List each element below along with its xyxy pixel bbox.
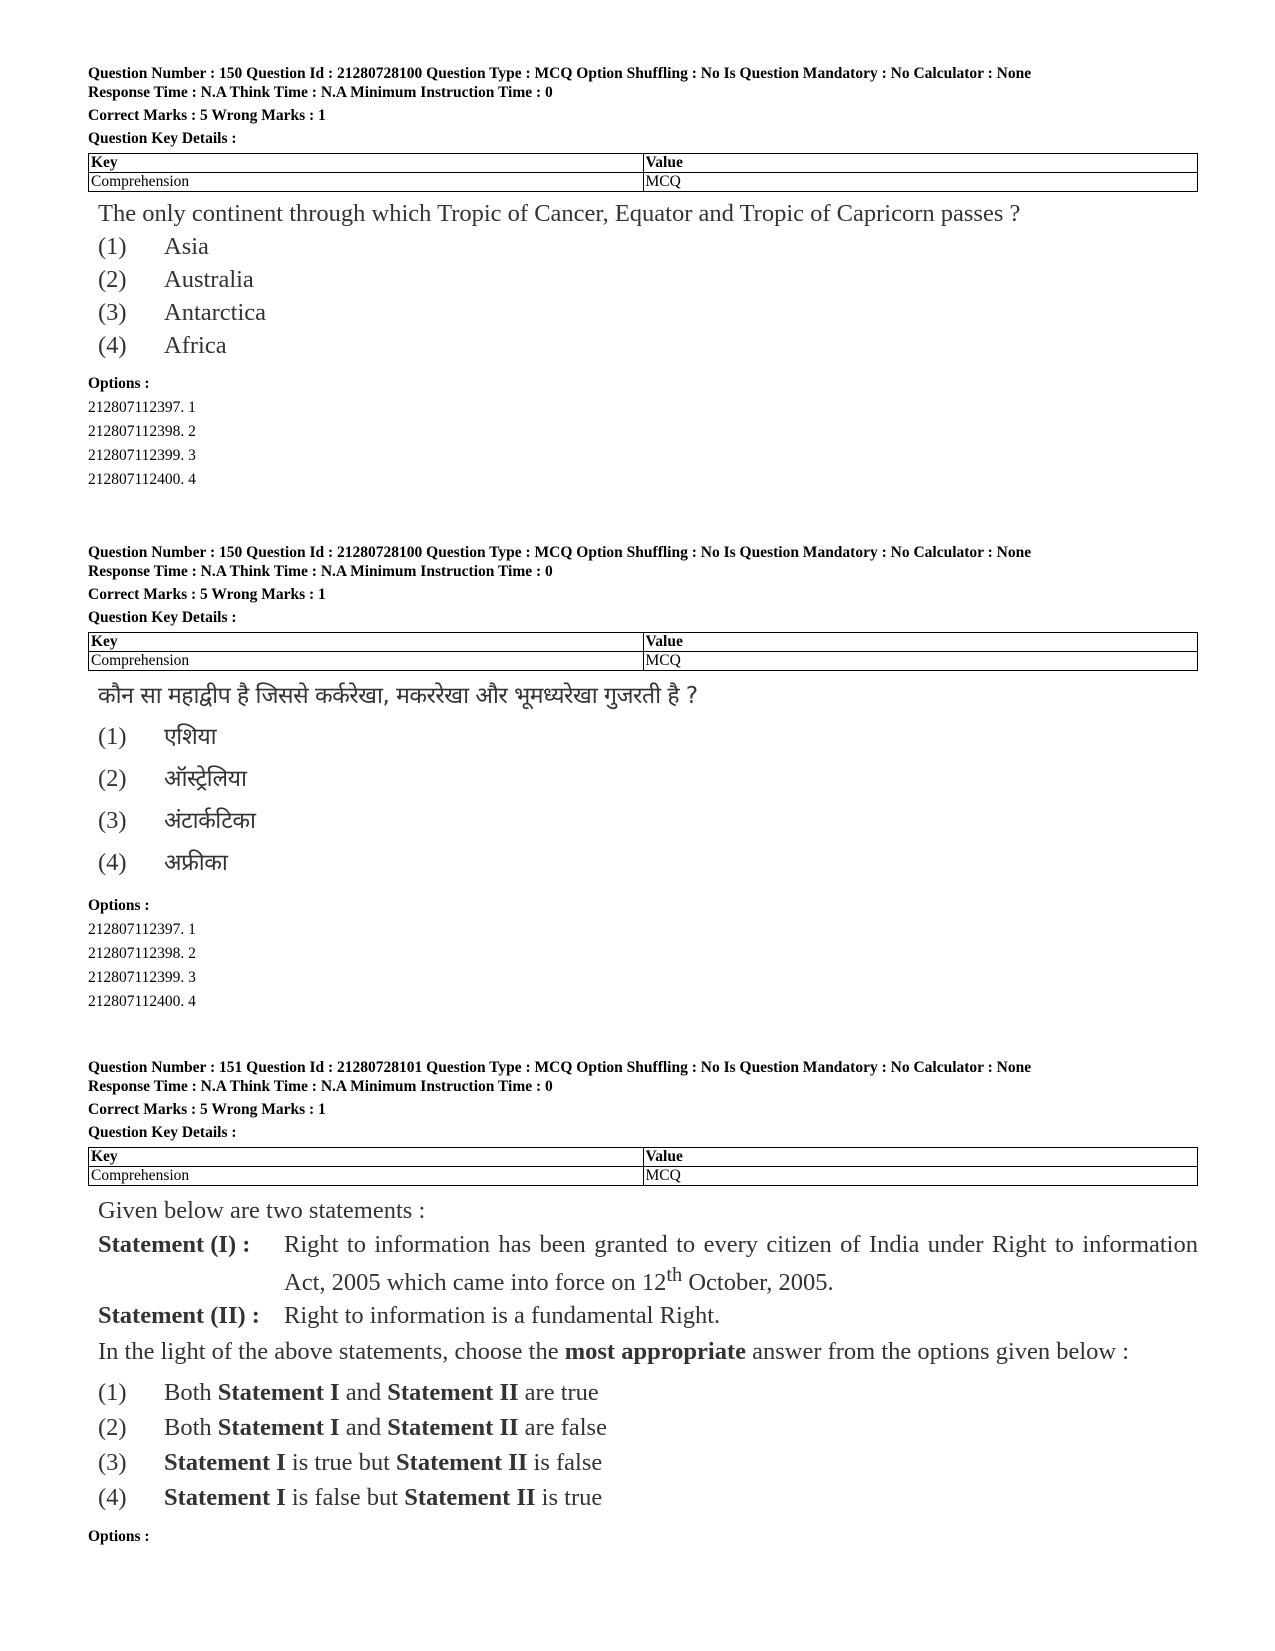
choice-part: Both: [164, 1414, 218, 1442]
key-header: Key: [89, 633, 644, 652]
choice-number: (3): [98, 1449, 127, 1477]
choice-part: and: [339, 1379, 388, 1407]
option-id: 212807112398. 2: [88, 945, 196, 962]
choice-text: [164, 1480, 602, 1515]
instruction-pre: In the light of the above statements, choose the: [98, 1338, 565, 1366]
answer-choice: [98, 1375, 1198, 1410]
instruction-text: [98, 1337, 1198, 1367]
answer-choices: [98, 716, 1198, 884]
choice-part: and: [339, 1414, 388, 1442]
key-details-label: Question Key Details :: [88, 1124, 237, 1141]
choice-text: Asia: [164, 233, 209, 260]
table-row: [89, 173, 1198, 192]
meta-line-2: Response Time : N.A Think Time : N.A Minimum Instruction Time : 0: [88, 84, 553, 101]
choice-number: (1): [98, 1379, 127, 1407]
choice-bold: Statement II: [404, 1484, 536, 1512]
options-label: Options :: [88, 1528, 150, 1546]
choice-text: Antarctica: [164, 299, 267, 326]
choice-number: (3): [98, 299, 127, 326]
option-id: 212807112399. 3: [88, 447, 196, 464]
statement-2: [98, 1300, 1198, 1331]
choice-text: अफ्रीका: [164, 850, 228, 876]
choice-number: (2): [98, 1414, 127, 1442]
option-id-list: [88, 918, 1198, 1014]
option-id-list: [88, 396, 1198, 492]
key-details-table: [88, 153, 1198, 192]
option-id: 212807112400. 4: [88, 471, 196, 488]
question-block-151: [88, 1058, 1198, 1546]
answer-choice: [98, 296, 1198, 329]
value-cell: MCQ: [643, 652, 1198, 671]
table-header-row: [89, 154, 1198, 173]
value-header: Value: [643, 154, 1198, 173]
answer-choice: [98, 1410, 1198, 1445]
key-cell: Comprehension: [89, 1167, 644, 1186]
choice-number: (4): [98, 332, 127, 359]
question-text: The only continent through which Tropic of Cancer, Equator and Tropic of Capricorn passes ?: [98, 200, 1021, 227]
choice-bold: Statement I: [217, 1414, 340, 1442]
choice-number: (4): [98, 1484, 127, 1512]
choice-number: (1): [98, 723, 127, 750]
question-meta: [88, 1058, 1198, 1142]
choice-text: Australia: [164, 266, 254, 293]
value-cell: MCQ: [643, 173, 1198, 192]
marks-line: Correct Marks : 5 Wrong Marks : 1: [88, 586, 326, 603]
meta-line-2: Response Time : N.A Think Time : N.A Minimum Instruction Time : 0: [88, 563, 553, 580]
choice-part: is true but: [285, 1449, 397, 1477]
statement-1-label: Statement (I) :: [98, 1231, 251, 1258]
choice-bold: Statement I: [164, 1484, 286, 1512]
value-cell: MCQ: [643, 1167, 1198, 1186]
statement-1-part2: October, 2005.: [682, 1269, 834, 1297]
choice-bold: Statement II: [387, 1379, 519, 1407]
options-label: Options :: [88, 897, 150, 914]
key-details-label: Question Key Details :: [88, 130, 237, 147]
marks-line: Correct Marks : 5 Wrong Marks : 1: [88, 107, 326, 124]
choice-text: [164, 1410, 607, 1445]
answer-choice: [98, 230, 1198, 263]
answer-choices: [98, 1375, 1198, 1515]
meta-line-2: Response Time : N.A Think Time : N.A Minimum Instruction Time : 0: [88, 1078, 553, 1095]
option-id: 212807112399. 3: [88, 969, 196, 986]
question-block-150-hindi: [88, 543, 1198, 1014]
meta-line-1: Question Number : 150 Question Id : 21280728100 Question Type : MCQ Option Shuffling : No Is Question Mandatory : No Calculator : None: [88, 65, 1032, 82]
choice-bold: Statement I: [217, 1379, 340, 1407]
answer-choice: [98, 263, 1198, 296]
key-details-table: [88, 1147, 1198, 1186]
question-meta: [88, 543, 1198, 627]
choice-part: are true: [518, 1379, 599, 1407]
answer-choice: [98, 1445, 1198, 1480]
statement-1: [98, 1229, 1198, 1298]
key-cell: Comprehension: [89, 173, 644, 192]
key-details-table: [88, 632, 1198, 671]
table-header-row: [89, 633, 1198, 652]
answer-choice: [98, 758, 1198, 800]
option-id: 212807112397. 1: [88, 399, 196, 416]
option-id: 212807112397. 1: [88, 921, 196, 938]
instruction-bold: most appropriate: [564, 1338, 746, 1366]
table-header-row: [89, 1148, 1198, 1167]
option-id: 212807112400. 4: [88, 993, 196, 1010]
choice-text: ऑस्ट्रेलिया: [164, 766, 247, 792]
answer-choices: [98, 230, 1198, 362]
instruction-post: answer from the options given below :: [745, 1338, 1130, 1366]
choice-number: (1): [98, 233, 127, 260]
choice-number: (3): [98, 807, 127, 834]
option-id: 212807112398. 2: [88, 423, 196, 440]
table-row: [89, 652, 1198, 671]
options-label: Options :: [88, 375, 150, 392]
key-header: Key: [89, 1148, 644, 1167]
key-header: Key: [89, 154, 644, 173]
answer-choice: [98, 329, 1198, 362]
meta-line-1: Question Number : 151 Question Id : 21280728101 Question Type : MCQ Option Shuffling : No Is Question Mandatory : No Calculator : None: [88, 1059, 1032, 1076]
choice-part: is false: [527, 1449, 603, 1477]
question-text: कौन सा महाद्वीप है जिससे कर्करेखा, मकररेखा और भूमध्यरेखा गुजरती है ?: [98, 683, 698, 709]
statement-2-label: Statement (II) :: [98, 1302, 260, 1330]
choice-part: Both: [164, 1379, 218, 1407]
question-block-150-english: [88, 64, 1198, 492]
choice-number: (2): [98, 266, 127, 293]
table-row: [89, 1167, 1198, 1186]
statement-1-text: [284, 1229, 1198, 1298]
choice-text: अंटार्कटिका: [164, 808, 256, 834]
question-intro: Given below are two statements :: [98, 1197, 426, 1224]
choice-text: Africa: [164, 332, 227, 359]
answer-choice: [98, 716, 1198, 758]
key-cell: Comprehension: [89, 652, 644, 671]
statement-2-text: Right to information is a fundamental Right.: [284, 1302, 721, 1330]
value-header: Value: [643, 1148, 1198, 1167]
choice-text: [164, 1375, 599, 1410]
superscript: th: [666, 1264, 683, 1286]
choice-text: एशिया: [164, 724, 217, 750]
key-details-label: Question Key Details :: [88, 609, 237, 626]
choice-part: are false: [518, 1414, 607, 1442]
choice-number: (2): [98, 765, 127, 792]
choice-number: (4): [98, 849, 127, 876]
marks-line: Correct Marks : 5 Wrong Marks : 1: [88, 1101, 326, 1118]
statement-1-part1: Right to information has been granted to every citizen of India under Right to information Act, 2005 which came into force on 12: [284, 1231, 1198, 1297]
choice-text: [164, 1445, 602, 1480]
answer-choice: [98, 1480, 1198, 1515]
choice-bold: Statement II: [387, 1414, 519, 1442]
choice-bold: Statement I: [164, 1449, 286, 1477]
choice-part: is true: [535, 1484, 603, 1512]
question-meta: [88, 64, 1198, 148]
meta-line-1: Question Number : 150 Question Id : 21280728100 Question Type : MCQ Option Shuffling : No Is Question Mandatory : No Calculator : None: [88, 544, 1032, 561]
value-header: Value: [643, 633, 1198, 652]
choice-bold: Statement II: [396, 1449, 528, 1477]
answer-choice: [98, 800, 1198, 842]
answer-choice: [98, 842, 1198, 884]
choice-part: is false but: [285, 1484, 405, 1512]
